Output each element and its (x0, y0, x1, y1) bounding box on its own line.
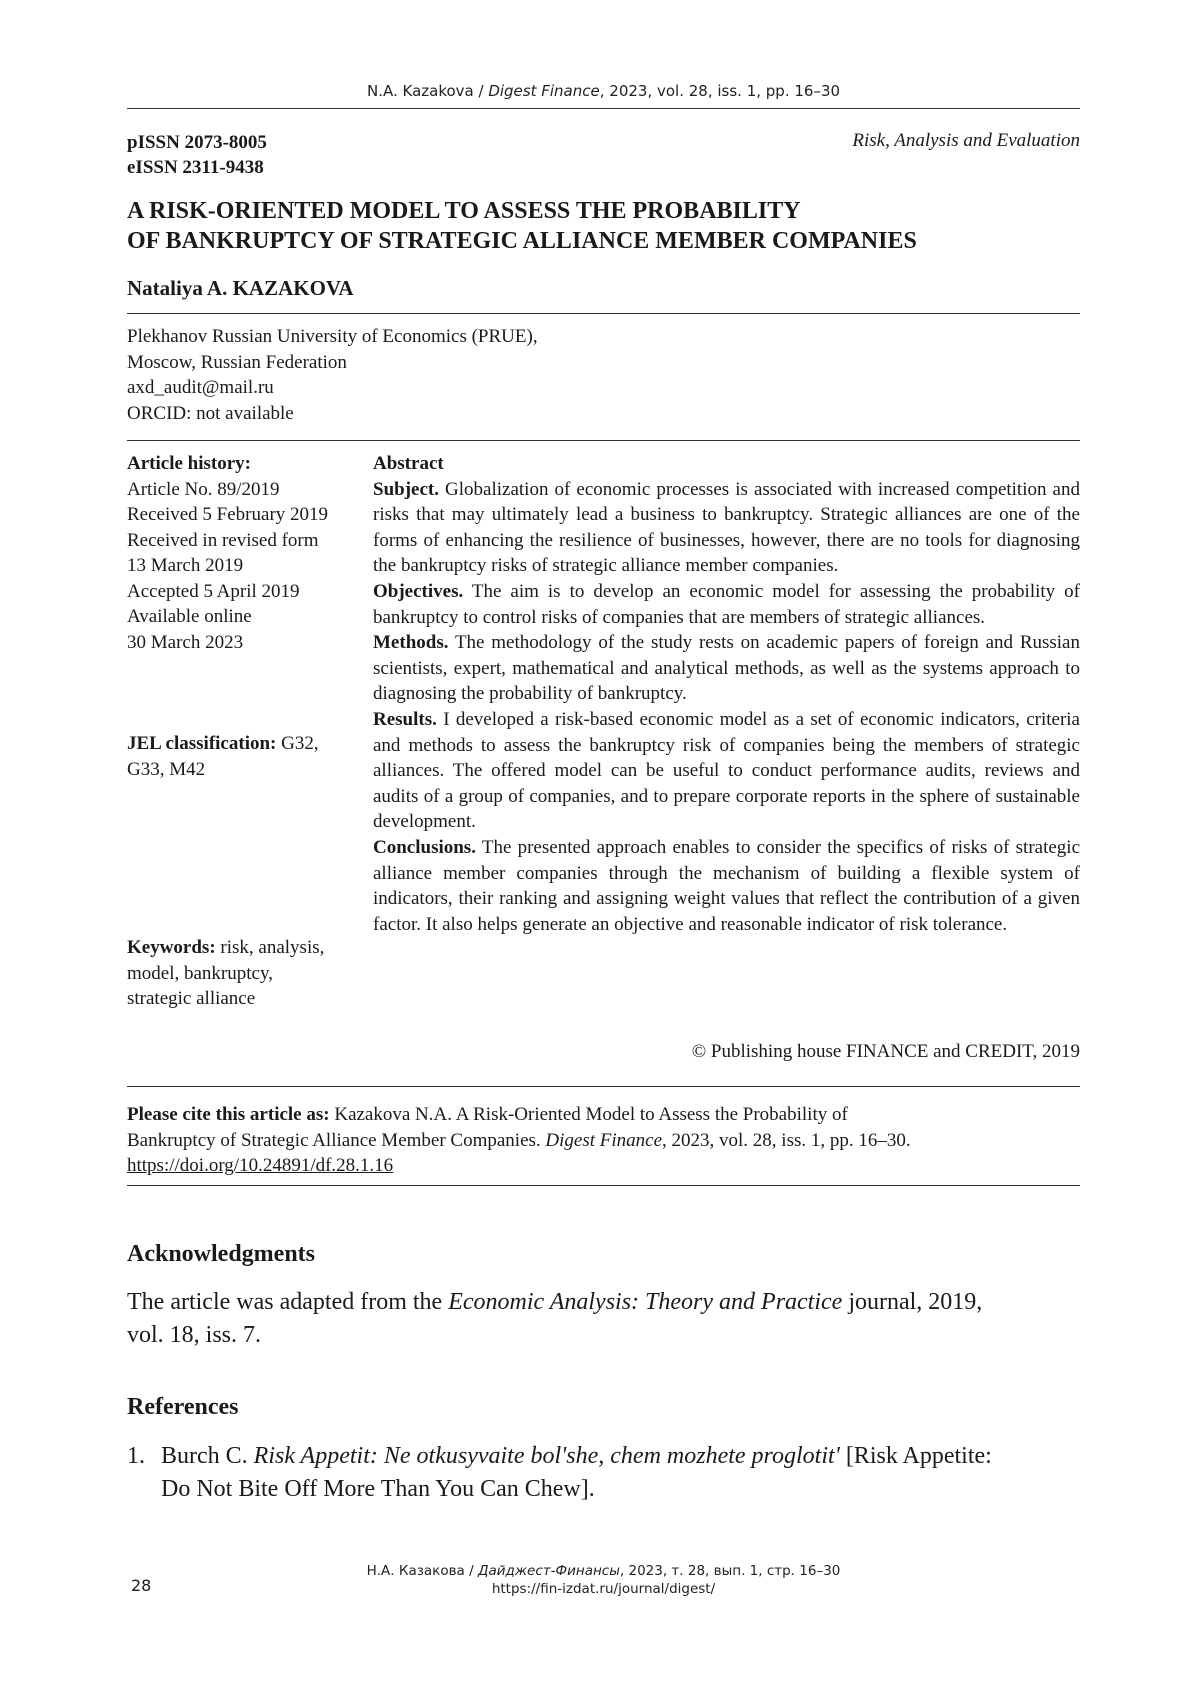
history-item: Available online (127, 606, 252, 627)
running-header-details: , 2023, vol. 28, iss. 1, pp. 16–30 (599, 82, 841, 100)
author-rule (127, 313, 1080, 314)
keywords-line-1: risk, analysis, (215, 937, 325, 958)
email[interactable]: axd_audit@mail.ru (127, 377, 274, 398)
citation-label: Please cite this article as: (127, 1104, 330, 1125)
history-item: 30 March 2023 (127, 631, 244, 653)
history-item: Received in revised form (127, 529, 319, 551)
institution: Plekhanov Russian University of Economics (PRUE), (127, 326, 538, 347)
title-line-2: OF BANKRUPTCY OF STRATEGIC ALLIANCE MEMBER COMPANIES (127, 228, 917, 254)
article-title (127, 196, 1080, 256)
history-item: 13 March 2019 (127, 555, 244, 576)
abstract-heading: Abstract (373, 453, 444, 474)
acknowledgments-heading: Acknowledgments (127, 1241, 316, 1267)
copyright-rule (127, 1086, 1080, 1087)
city: Moscow, Russian Federation (127, 351, 347, 373)
keywords-label: Keywords: (127, 937, 216, 958)
abstract-objectives: Objectives. The aim is to develop an economic model for assessing the probability of bankruptcy to control risks of companies that are members of strategic alliances. (373, 580, 1080, 628)
citation-rule (127, 1185, 1080, 1186)
jel-codes-1: G32, (276, 733, 319, 754)
affiliation-rule (127, 440, 1080, 441)
running-footer: Н.А. Казакова / Дайджест-Финансы, 2023, т. 28, вып. 1, стр. 16–30 https://fin-izdat.ru/journal/digest/ (127, 1562, 1080, 1598)
abstract (373, 451, 1080, 937)
keywords (127, 935, 367, 961)
keywords-line-2: model, bankruptcy, (127, 962, 273, 984)
abstract-conclusions: Conclusions. The presented approach enables to consider the specifics of risks of strategic alliance member companies through the mechanism of building a flexible system of indicators, their ranking and assigning weight values that reflect the contribution of a given factor. It also helps generate an objective and reasonable indicator of risk tolerance. (373, 836, 1080, 935)
issn-block (127, 130, 267, 180)
citation: Please cite this article as: Kazakova N.A. A Risk-Oriented Model to Assess the Probability of Bankruptcy of Strategic Alliance Member Companies. Digest Finance, 2023, vol. 28, iss. 1, pp. 16–30. https://doi.org/10.24891/df.28.1.16 (127, 1104, 911, 1176)
references-heading: References (127, 1394, 239, 1420)
header-rule (127, 108, 1080, 109)
running-header-journal: Digest Finance (488, 82, 600, 100)
running-header-authors: N.A. Kazakova / (366, 82, 489, 100)
jel-label: JEL classification: (127, 733, 277, 754)
acknowledgments-text: The article was adapted from the Economic Analysis: Theory and Practice journal, 2019, vol. 18, iss. 7. (127, 1289, 983, 1348)
rubric: Risk, Analysis and Evaluation (852, 130, 1080, 151)
print-issn: pISSN 2073-8005 (127, 132, 267, 153)
jel-classification (127, 731, 367, 757)
history-item: Accepted 5 April 2019 (127, 580, 300, 602)
page-number: 28 (131, 1576, 152, 1595)
doi-link[interactable]: https://doi.org/10.24891/df.28.1.16 (127, 1155, 394, 1176)
abstract-results: Results. I developed a risk-based economic model as a set of economic indicators, criteria and methods to assess the bankruptcy risk of companies being the members of strategic alliances. The offered model can be useful to conduct performance audits, reviews and audits of a group of companies, and to prepare corporate reports in the sphere of sustainable development. (373, 708, 1080, 833)
affiliation (127, 324, 538, 426)
reference-number: 1. (127, 1443, 145, 1469)
abstract-subject: Subject. Globalization of economic processes is associated with increased competition and risks that may ultimately lead a business to bankruptcy. Strategic alliances are one of the forms of enhancing the resilience of businesses, however, there are no tools for diagnosing the bankruptcy risks of strategic alliance member companies. (373, 478, 1080, 577)
history-item: Received 5 February 2019 (127, 504, 329, 525)
running-header (127, 82, 1080, 100)
title-line-1: A RISK-ORIENTED MODEL TO ASSESS THE PROBABILITY (127, 198, 801, 224)
jel-codes-2: G33, M42 (127, 758, 206, 780)
keywords-line-3: strategic alliance (127, 988, 256, 1009)
article-info-column (127, 451, 367, 1012)
history-heading: Article history: (127, 453, 251, 474)
copyright: © Publishing house FINANCE and CREDIT, 2019 (691, 1041, 1080, 1062)
history-item: Article No. 89/2019 (127, 478, 280, 500)
electronic-issn: eISSN 2311-9438 (127, 157, 264, 178)
footer-url[interactable]: https://fin-izdat.ru/journal/digest/ (491, 1581, 716, 1597)
orcid: ORCID: not available (127, 402, 294, 424)
author-name: Nataliya A. KAZAKOVA (127, 276, 354, 300)
abstract-methods: Methods. The methodology of the study rests on academic papers of foreign and Russian scientists, expert, mathematical and analytical methods, as well as the systems approach to diagnosing the probability of bankruptcy. (373, 632, 1080, 705)
